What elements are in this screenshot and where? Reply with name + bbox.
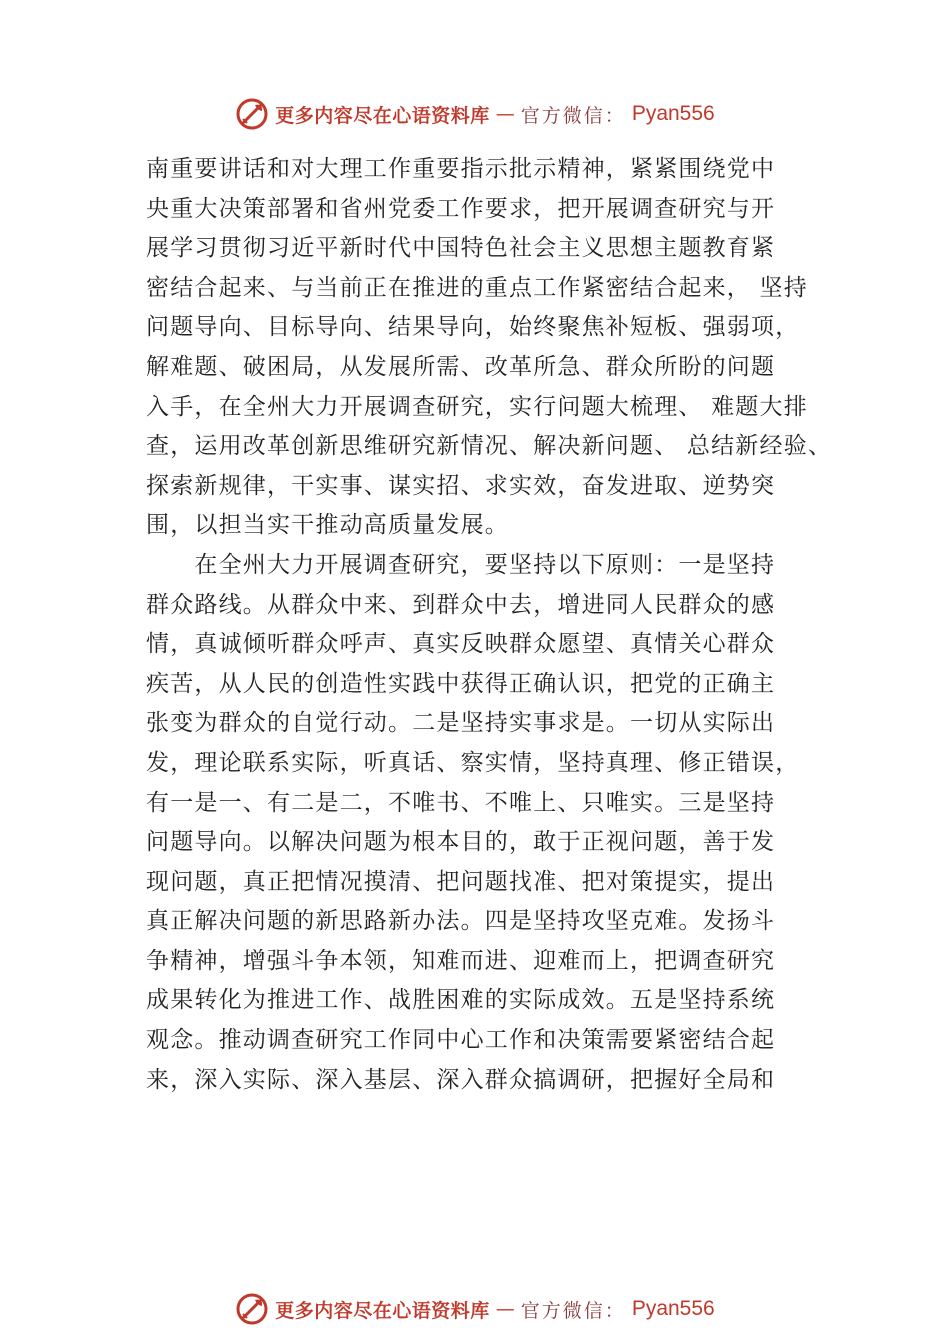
watermark-dash: —: [495, 1298, 515, 1320]
text-line: 有一是一、有二是二，不唯书、不唯上、只唯实。三是坚持: [146, 789, 776, 816]
watermark-wechat-id: Pyan556: [631, 1297, 715, 1320]
text-line: 真正解决问题的新思路新办法。四是坚持攻坚克难。发扬斗: [146, 908, 776, 935]
watermark-label: 官方微信：: [520, 1299, 626, 1322]
document-body: [146, 150, 846, 1100]
text-line: 群众路线。从群众中来、到群众中去，增进同人民群众的感: [146, 591, 776, 618]
text-line: 围，以担当实干推动高质量发展。: [146, 512, 509, 539]
watermark-wechat-id: Pyan556: [631, 102, 715, 125]
text-line: 张变为群众的自觉行动。二是坚持实事求是。一切从实际出: [146, 710, 776, 737]
watermark-label: 官方微信：: [520, 104, 626, 127]
text-line: 争精神，增强斗争本领，知难而进、迎难而上，把调查研究: [146, 947, 776, 974]
footer-watermark: [0, 1291, 950, 1327]
text-line: 疾苦，从人民的创造性实践中获得正确认识，把党的正确主: [146, 670, 776, 697]
text-line: 问题导向。以解决问题为根本目的，敢于正视问题，善于发: [146, 829, 776, 856]
quill-logo-icon: [235, 97, 269, 131]
text-line: 央重大决策部署和省州党委工作要求，把开展调查研究与开: [146, 195, 776, 222]
watermark-dash: —: [495, 103, 515, 125]
text-line: 成果转化为推进工作、战胜困难的实际成效。五是坚持系统: [146, 987, 776, 1014]
text-line: 入手，在全州大力开展调查研究，实行问题大梳理、 难题大排: [146, 393, 808, 420]
text-line: 发，理论联系实际，听真话、察实情，坚持真理、修正错误，: [146, 749, 800, 776]
text-line: 查，运用改革创新思维研究新情况、解决新问题、 总结新经验、: [146, 433, 833, 460]
text-line: 南重要讲话和对大理工作重要指示批示精神，紧紧围绕党中: [146, 156, 776, 182]
text-line: 现问题，真正把情况摸清、把问题找准、把对策提实，提出: [146, 868, 776, 895]
text-line: 情，真诚倾听群众呼声、真实反映群众愿望、真情关心群众: [146, 631, 776, 658]
text-line: 解难题、破困局，从发展所需、改革所急、群众所盼的问题: [146, 353, 776, 380]
watermark-brand: 更多内容尽在心语资料库: [275, 104, 490, 127]
text-line: 来，深入实际、深入基层、深入群众搞调研，把握好全局和: [146, 1066, 776, 1093]
quill-logo-icon: [235, 1292, 269, 1326]
text-line: 密结合起来、与当前正在推进的重点工作紧密结合起来， 坚持: [146, 274, 808, 301]
text-line: 在全州大力开展调查研究，要坚持以下原则：一是坚持: [146, 551, 776, 578]
text-line: 问题导向、目标导向、结果导向，始终聚焦补短板、强弱项，: [146, 314, 800, 341]
watermark-brand: 更多内容尽在心语资料库: [275, 1299, 490, 1322]
text-line: 观念。推动调查研究工作同中心工作和决策需要紧密结合起: [146, 1027, 776, 1054]
header-watermark: [0, 96, 950, 132]
text-line: 探索新规律，干实事、谋实招、求实效，奋发进取、逆势突: [146, 472, 776, 499]
text-line: 展学习贯彻习近平新时代中国特色社会主义思想主题教育紧: [146, 235, 776, 262]
